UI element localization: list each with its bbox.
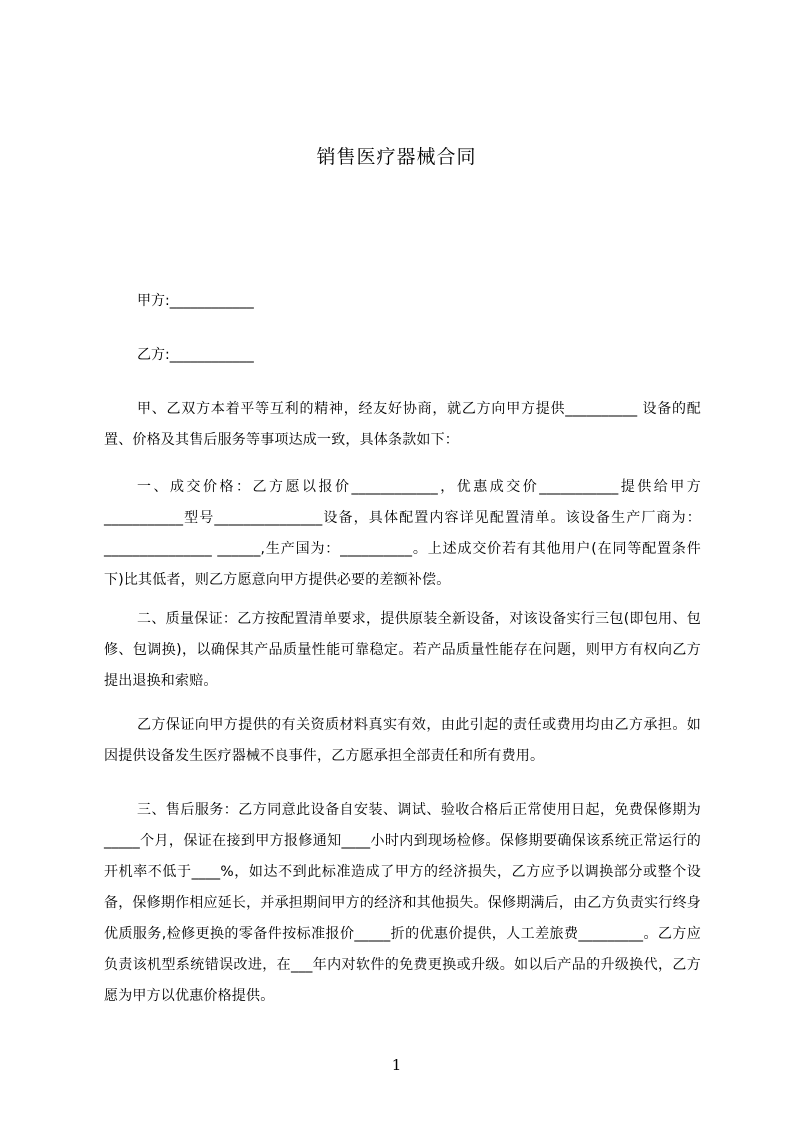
clause-credentials-paragraph: 乙方保证向甲方提供的有关资质材料真实有效，由此引起的责任或费用均由乙方承担。如因提供设备发生医疗器械不良事件，乙方愿承担全部责任和所有费用。 <box>104 717 701 764</box>
document-title: 销售医疗器械合同 <box>316 146 477 168</box>
clause-service-paragraph: 三、售后服务：乙方同意此设备自安装、调试、验收合格后正常使用日起，免费保修期为_____个月，保证在接到甲方报修通知____小时内到现场检修。保修期要确保该系统正常运行的开机率不低于____%，如达不到此标准造成了甲方的经济损失，乙方应予以调换部分或整个设备，保修期作相应延长，并承担期间甲方的经济和其他损失。保修期满后，由乙方负责实行终身优质服务,检修更换的零备件按标准报价_____折的优惠价提供，人工差旅费_________。乙方应负责该机型系统错误改进，在___年内对软件的免费更换或升级。如以后产品的升级换代，乙方愿为甲方以优惠价格提供。 <box>104 802 701 1004</box>
clause-price-paragraph: 一、成交价格：乙方愿以报价____________，优惠成交价___________提供给甲方___________型号_______________设备，具体配置内容详见配置清单。该设备生产厂商为：_______________ ______,生产国为：__________。上述成交价若有其他用户(在同等配置条件下)比其低者，则乙方愿意向甲方提供必要的差额补偿。 <box>104 479 701 588</box>
party-b-line: 乙方:____________ <box>137 347 254 363</box>
intro-paragraph: 甲、乙双方本着平等互利的精神，经友好协商，就乙方向甲方提供__________ 设备的配置、价格及其售后服务等事项达成一致，具体条款如下： <box>104 401 701 448</box>
party-a-line: 甲方:____________ <box>137 293 254 309</box>
page-number: 1 <box>391 1056 402 1074</box>
clause-quality-paragraph: 二、质量保证：乙方按配置清单要求，提供原装全新设备，对该设备实行三包(即包用、包修、包调换)，以确保其产品质量性能可靠稳定。若产品质量性能存在问题，则甲方有权向乙方提出退换和索赔。 <box>104 611 701 689</box>
